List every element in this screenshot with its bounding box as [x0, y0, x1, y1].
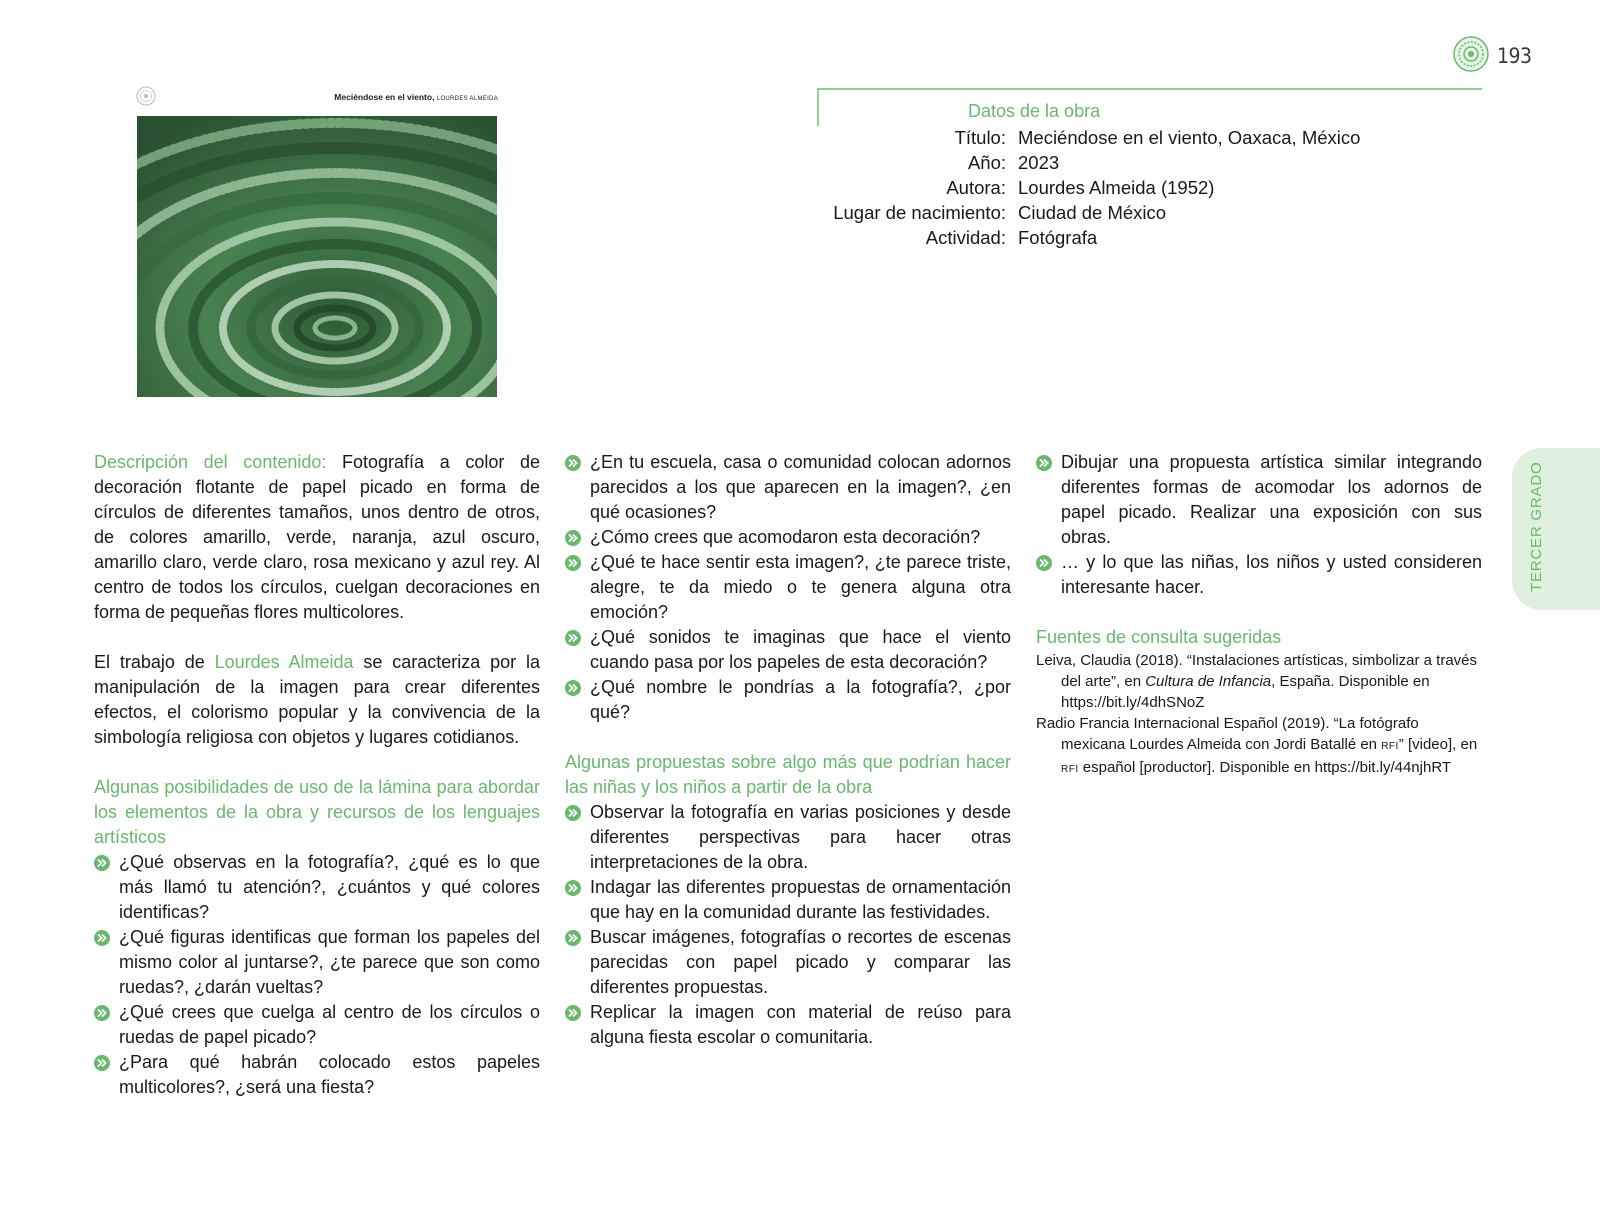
list-item	[565, 1000, 1011, 1050]
datos-label: Actividad:	[925, 227, 1006, 248]
list-item-text: ¿Qué nombre le pondrías a la fotografía?, ¿por qué?	[590, 677, 1011, 722]
reference-text: Radio Francia Internacional Español (2019). “La fotógrafo mexicana Lourdes Almeida con Jordi Batallé en	[1036, 715, 1419, 753]
double-chevron-icon	[94, 1005, 110, 1021]
list-item-text: ¿Qué te hace sentir esta imagen?, ¿te parece triste, alegre, te da miedo o te genera alguna otra emoción?	[590, 552, 1011, 622]
artwork-caption-title: Meciéndose en el viento,	[334, 92, 435, 102]
list-item	[565, 800, 1011, 875]
grade-side-tab-label: TERCER GRADO	[1528, 461, 1545, 592]
list-item	[94, 1050, 540, 1100]
descripcion-paragraph	[94, 450, 540, 625]
double-chevron-icon	[565, 455, 581, 471]
spiral-seal-icon	[136, 86, 156, 106]
double-chevron-icon	[565, 680, 581, 696]
datos-value: Lourdes Almeida (1952)	[1018, 177, 1215, 198]
list-item-text: Observar la fotografía en varias posiciones y desde diferentes perspectivas para hacer otras interpretaciones de la obra.	[590, 802, 1011, 872]
reference-text: español [productor]. Disponible en https://bit.ly/44njhRT	[1078, 759, 1452, 776]
list-item	[565, 550, 1011, 625]
list-item-text: ¿Qué sonidos te imaginas que hace el viento cuando pasa por los papeles de esta decoración?	[590, 627, 1011, 672]
reference-smallcaps: RFI	[1381, 741, 1399, 752]
reference-text: Leiva, Claudia (2018). “Instalaciones artísticas, simbolizar a través del arte”, en	[1036, 652, 1478, 690]
artwork-caption	[170, 92, 498, 102]
list-item	[565, 675, 1011, 725]
datos-title: Datos de la obra	[968, 101, 1101, 121]
list-item	[565, 625, 1011, 675]
descripcion-label: Descripción del contenido:	[94, 452, 327, 472]
datos-value: Ciudad de México	[1018, 202, 1167, 223]
datos-row	[800, 150, 1360, 175]
datos-label: Autora:	[946, 177, 1006, 198]
datos-label: Año:	[967, 152, 1006, 173]
double-chevron-icon	[565, 880, 581, 896]
trabajo-pre: El trabajo de	[94, 652, 215, 672]
reference-italic: Cultura de Infancia	[1145, 673, 1272, 690]
double-chevron-icon	[565, 805, 581, 821]
datos-row	[800, 175, 1360, 200]
trabajo-paragraph	[94, 650, 540, 750]
datos-table	[800, 125, 1360, 250]
descripcion-text: Fotografía a color de decoración flotante de papel picado en forma de círculos de diferentes tamaños, unos dentro de otros, de colores amarillo, verde, naranja, azul oscuro, amarillo claro, verde claro, rosa mexicano y azul rey. Al centro de todos los círculos, cuelgan decoraciones en forma de pequeñas flores multicolores.	[94, 452, 540, 622]
datos-label: Lugar de nacimiento:	[833, 202, 1006, 223]
list-item-text: Dibujar una propuesta artística similar integrando diferentes formas de acomodar los adornos de papel picado. Realizar una exposición con sus obras.	[1061, 452, 1482, 547]
double-chevron-icon	[565, 555, 581, 571]
double-chevron-icon	[1036, 555, 1052, 571]
reference-item	[1036, 713, 1482, 780]
page-number: 193	[1497, 44, 1532, 68]
datos-value: Fotógrafa	[1018, 227, 1098, 248]
double-chevron-icon	[94, 1055, 110, 1071]
list-item-text: ¿Qué observas en la fotografía?, ¿qué es lo que más llamó tu atención?, ¿cuántos y qué colores identificas?	[119, 852, 540, 922]
actividades-list	[1036, 450, 1482, 600]
double-chevron-icon	[565, 1005, 581, 1021]
list-item-text: Indagar las diferentes propuestas de ornamentación que hay en la comunidad durante las festividades.	[590, 877, 1011, 922]
double-chevron-icon	[565, 530, 581, 546]
list-item	[565, 450, 1011, 525]
spiral-seal-icon	[1453, 36, 1489, 72]
datos-row	[800, 125, 1360, 150]
grade-side-tab	[1512, 448, 1600, 610]
datos-frame	[817, 88, 1482, 126]
double-chevron-icon	[565, 930, 581, 946]
datos-row	[800, 225, 1360, 250]
list-item	[94, 850, 540, 925]
posibilidades-heading: Algunas posibilidades de uso de la lámina para abordar los elementos de la obra y recursos de los lenguajes artísticos	[94, 777, 540, 847]
double-chevron-icon	[94, 930, 110, 946]
propuestas-list	[565, 800, 1011, 1050]
double-chevron-icon	[1036, 455, 1052, 471]
list-item-text: … y lo que las niñas, los niños y usted consideren interesante hacer.	[1061, 552, 1482, 597]
column-2	[565, 450, 1011, 1050]
reference-text: , España. Disponible en https://bit.ly/4dhSNoZ	[1061, 673, 1430, 711]
list-item-text: ¿Qué crees que cuelga al centro de los círculos o ruedas de papel picado?	[119, 1002, 540, 1047]
reference-item	[1036, 650, 1482, 713]
references	[1036, 650, 1482, 780]
propuestas-heading: Algunas propuestas sobre algo más que podrían hacer las niñas y los niños a partir de la obra	[565, 752, 1011, 797]
column-3	[1036, 450, 1482, 780]
list-item-text: Buscar imágenes, fotografías o recortes de escenas parecidas con papel picado y comparar las diferentes propuestas.	[590, 927, 1011, 997]
list-item	[94, 1000, 540, 1050]
artwork-photo	[137, 116, 497, 397]
datos-value: 2023	[1018, 152, 1060, 173]
column-1	[94, 450, 540, 1100]
list-item	[1036, 550, 1482, 600]
list-item	[565, 525, 1011, 550]
datos-label: Título:	[954, 127, 1006, 148]
artist-name: Lourdes Almeida	[214, 652, 354, 672]
list-item-text: ¿Qué figuras identificas que forman los papeles del mismo color al juntarse?, ¿te parece que son como ruedas?, ¿darán vueltas?	[119, 927, 540, 997]
posibilidades-list	[94, 850, 540, 1100]
list-item-text: ¿Cómo crees que acomodaron esta decoración?	[590, 527, 981, 547]
list-item	[94, 925, 540, 1000]
reference-smallcaps: RFI	[1061, 764, 1079, 775]
fuentes-heading: Fuentes de consulta sugeridas	[1036, 627, 1282, 647]
preguntas-list	[565, 450, 1011, 725]
list-item-text: Replicar la imagen con material de reúso para alguna fiesta escolar o comunitaria.	[590, 1002, 1011, 1047]
list-item-text: ¿En tu escuela, casa o comunidad colocan adornos parecidos a los que aparecen en la imagen?, ¿en qué ocasiones?	[590, 452, 1011, 522]
artwork-caption-author: LOURDES ALMEIDA	[436, 96, 498, 102]
list-item	[565, 875, 1011, 925]
reference-text: ” [video], en	[1398, 736, 1478, 753]
trabajo-post: se caracteriza por la manipulación de la imagen para crear diferentes efectos, el colorismo popular y la convivencia de la simbología religiosa con objetos y lugares cotidianos.	[94, 652, 540, 747]
list-item	[565, 925, 1011, 1000]
list-item	[1036, 450, 1482, 550]
datos-row	[800, 200, 1360, 225]
datos-value: Meciéndose en el viento, Oaxaca, México	[1018, 127, 1361, 148]
double-chevron-icon	[565, 630, 581, 646]
list-item-text: ¿Para qué habrán colocado estos papeles multicolores?, ¿será una fiesta?	[119, 1052, 540, 1097]
double-chevron-icon	[94, 855, 110, 871]
